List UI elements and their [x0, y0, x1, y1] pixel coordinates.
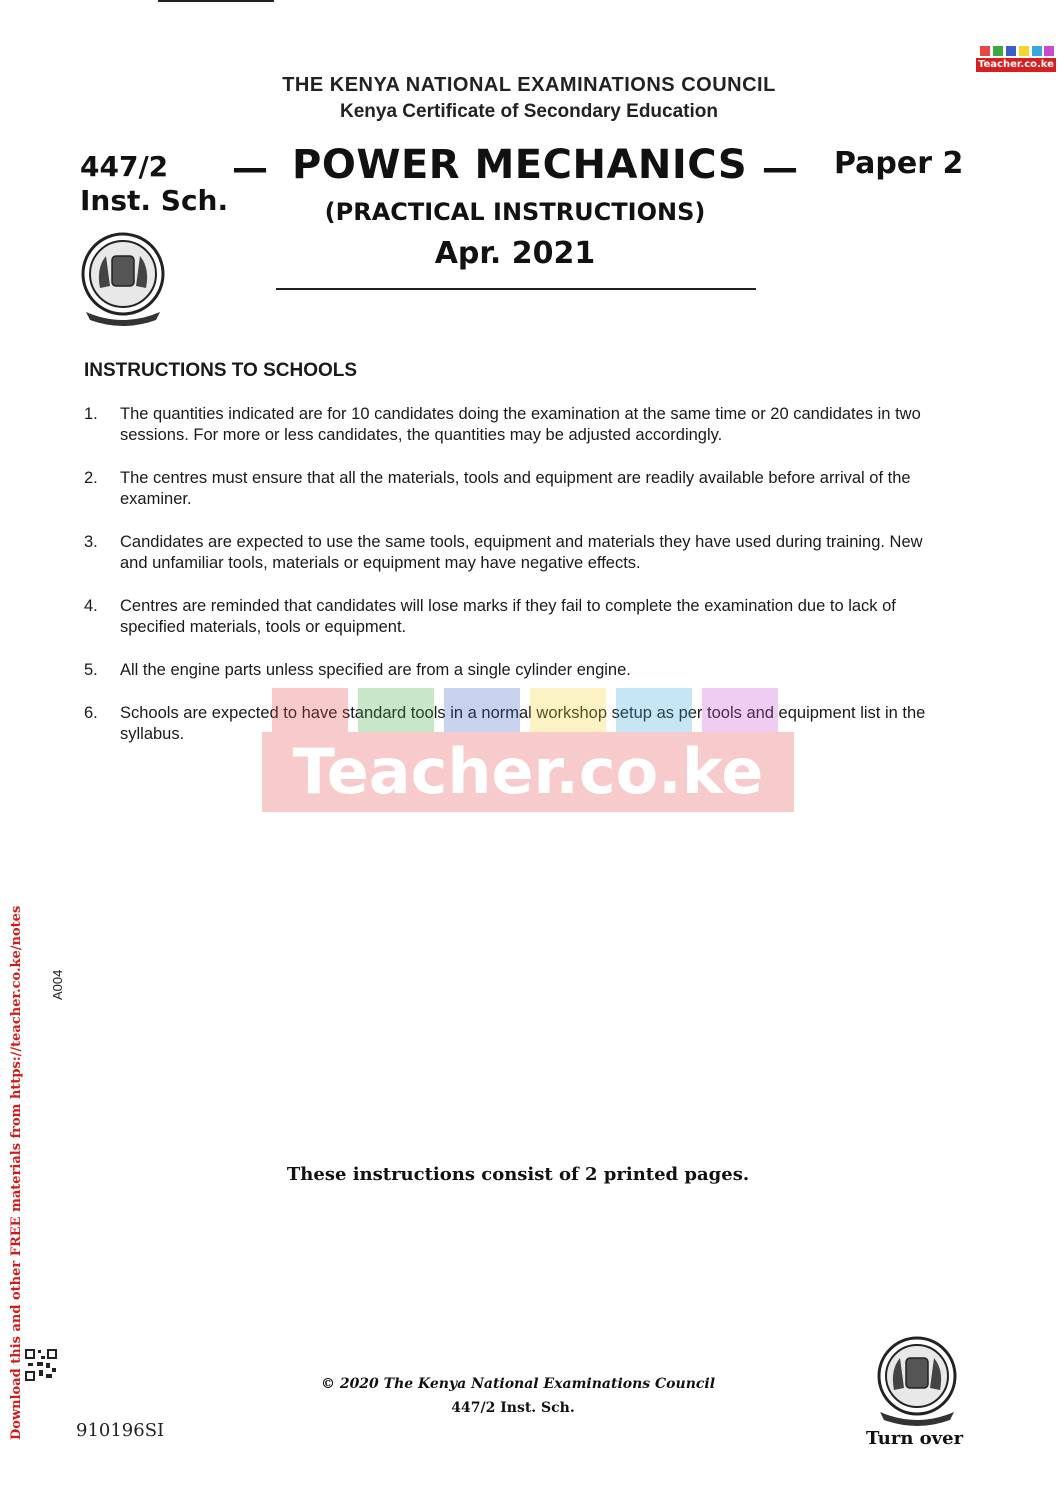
teacher-logo-badge: [976, 44, 1056, 72]
side-code: A004: [50, 969, 65, 1000]
council-header: [0, 74, 1058, 123]
list-item: 1. The quantities indicated are for 10 candidates doing the examination at the same time or 20 candidates in two sessions. For more or less candidates, the quantities may be adjusted accordingly.: [84, 405, 921, 444]
pages-note: These instructions consist of 2 printed pages.: [286, 1164, 750, 1185]
logo-badge-text: Teacher.co.ke: [976, 58, 1056, 72]
paper-code: 447/2: [80, 150, 169, 183]
list-item: 5. All the engine parts unless specified are from a single cylinder engine.: [84, 661, 631, 679]
title-dash-right: —: [762, 148, 798, 189]
instructions-heading: INSTRUCTIONS TO SCHOOLS: [84, 360, 358, 381]
title-dash-left: —: [232, 148, 268, 189]
serial-number: 910196SI: [76, 1420, 165, 1441]
title-rule: [276, 288, 756, 290]
subtitle: (PRACTICAL INSTRUCTIONS): [324, 198, 706, 226]
council-name: THE KENYA NATIONAL EXAMINATIONS COUNCIL: [282, 74, 776, 96]
subject-title: POWER MECHANICS: [292, 142, 748, 188]
watermark-books-icon: [262, 680, 794, 736]
list-item: 6. Schools are expected to have standard tools in a normal workshop setup as per tools and equipment list in the syllabus.: [84, 704, 926, 743]
exam-date: Apr. 2021: [434, 236, 596, 271]
paper-type: Inst. Sch.: [80, 184, 229, 217]
side-download-text: Download this and other FREE materials from https://teacher.co.ke/notes: [9, 905, 24, 1440]
list-item: 4. Centres are reminded that candidates will lose marks if they fail to complete the examination due to lack of specified materials, tools or equipment.: [84, 597, 896, 636]
paper-number: Paper 2: [834, 146, 964, 181]
certificate-name: Kenya Certificate of Secondary Education: [340, 101, 718, 122]
teacher-watermark: [262, 680, 794, 812]
list-item: 2. The centres must ensure that all the materials, tools and equipment are readily available before arrival of the examiner.: [84, 469, 911, 508]
top-rule: [158, 0, 274, 2]
footer-paper-code: 447/2 Inst. Sch.: [451, 1400, 575, 1416]
watermark-text: Teacher.co.ke: [262, 732, 794, 812]
copyright: © 2020 The Kenya National Examinations Council: [320, 1376, 716, 1392]
turn-over: Turn over: [866, 1428, 964, 1449]
coat-of-arms-icon: [874, 1334, 960, 1430]
coat-of-arms-icon: [78, 228, 168, 328]
list-item: 3. Candidates are expected to use the same tools, equipment and materials they have used during training. New and unfamiliar tools, materials or equipment may have negative effects.: [84, 533, 923, 572]
book-icon: [976, 44, 1056, 58]
